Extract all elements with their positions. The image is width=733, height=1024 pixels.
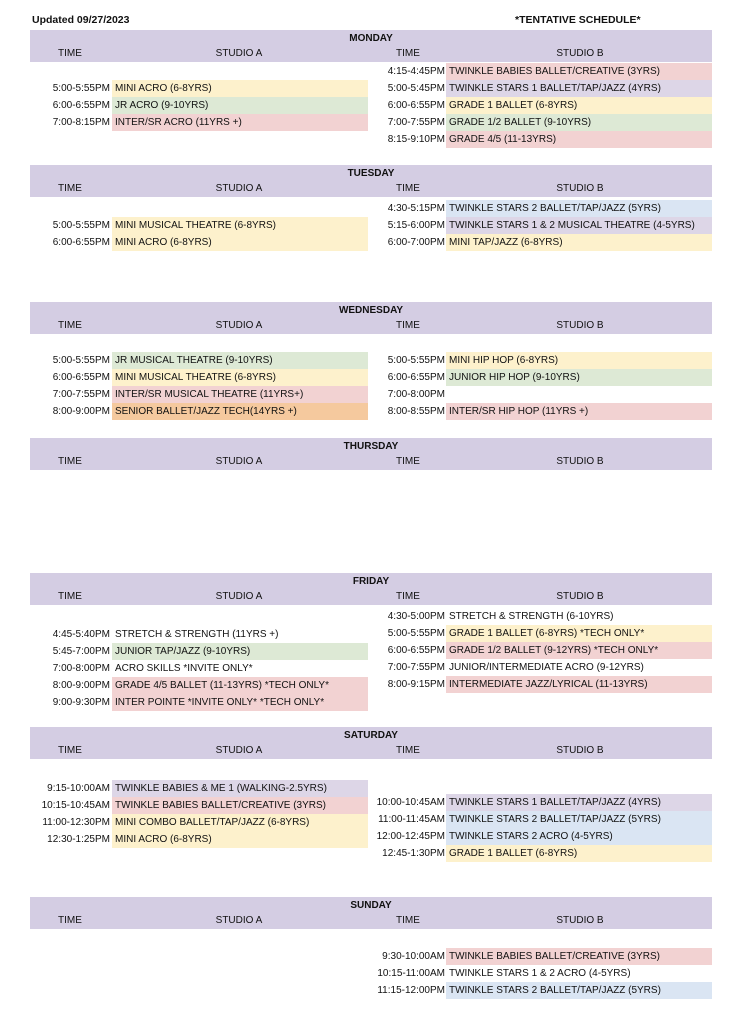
class-name: MINI MUSICAL THEATRE (6-8YRS) — [112, 369, 368, 386]
class-time: 7:00-7:55PM — [52, 389, 110, 400]
column-headers — [30, 454, 712, 470]
day-title: TUESDAY — [30, 165, 712, 181]
tentative-label: *TENTATIVE SCHEDULE* — [515, 14, 641, 26]
class-row-studio-b — [30, 403, 712, 420]
class-row-studio-b — [30, 114, 712, 131]
studio-a-header: STUDIO A — [215, 591, 263, 602]
studio-b-header: STUDIO B — [556, 745, 604, 756]
day-title: SATURDAY — [30, 727, 712, 743]
day-section-saturday — [30, 727, 712, 759]
class-row-studio-b — [30, 80, 712, 97]
time-b-header: TIME — [396, 745, 420, 756]
time-b-header: TIME — [396, 456, 420, 467]
day-title: THURSDAY — [30, 438, 712, 454]
class-name — [446, 386, 712, 403]
day-section-sunday — [30, 897, 712, 929]
class-name: INTER POINTE *INVITE ONLY* *TECH ONLY* — [112, 694, 368, 711]
day-title: SUNDAY — [30, 897, 712, 913]
class-time: 4:15-4:45PM — [387, 66, 445, 77]
time-a-header: TIME — [58, 456, 82, 467]
time-a-header: TIME — [58, 591, 82, 602]
class-name: MINI ACRO (6-8YRS) — [112, 80, 368, 97]
class-row-studio-b — [30, 642, 712, 659]
class-time: 7:00-8:00PM — [52, 663, 110, 674]
class-name: GRADE 4/5 BALLET (11-13YRS) *TECH ONLY* — [112, 677, 368, 694]
time-b-header: TIME — [396, 591, 420, 602]
class-time: 6:00-6:55PM — [387, 645, 445, 656]
class-time: 9:30-10:00AM — [382, 951, 445, 962]
class-time: 6:00-6:55PM — [52, 237, 110, 248]
class-name: GRADE 1 BALLET (6-8YRS) — [446, 97, 712, 114]
class-time: 4:45-5:40PM — [52, 629, 110, 640]
class-name: JUNIOR TAP/JAZZ (9-10YRS) — [112, 643, 368, 660]
class-time: 8:00-9:00PM — [52, 680, 110, 691]
class-name: JR MUSICAL THEATRE (9-10YRS) — [112, 352, 368, 369]
class-time: 8:15-9:10PM — [387, 134, 445, 145]
class-name: TWINKLE BABIES BALLET/CREATIVE (3YRS) — [112, 797, 368, 814]
class-time: 11:00-11:45AM — [378, 814, 445, 825]
class-row-studio-b — [30, 845, 712, 862]
class-name: MINI COMBO BALLET/TAP/JAZZ (6-8YRS) — [112, 814, 368, 831]
class-row-studio-b — [30, 948, 712, 965]
class-row-studio-b — [30, 625, 712, 642]
class-time: 6:00-7:00PM — [387, 237, 445, 248]
class-name: INTER/SR MUSICAL THEATRE (11YRS+) — [112, 386, 368, 403]
class-name: GRADE 1/2 BALLET (9-10YRS) — [446, 114, 712, 131]
class-time: 5:00-5:55PM — [387, 355, 445, 366]
class-name: INTERMEDIATE JAZZ/LYRICAL (11-13YRS) — [446, 676, 712, 693]
class-name: TWINKLE STARS 2 ACRO (4-5YRS) — [446, 828, 712, 845]
class-row-studio-b — [30, 676, 712, 693]
class-time: 4:30-5:00PM — [387, 611, 445, 622]
class-row-studio-b — [30, 828, 712, 845]
class-time: 8:00-9:15PM — [387, 679, 445, 690]
class-time: 6:00-6:55PM — [387, 372, 445, 383]
class-row-studio-b — [30, 352, 712, 369]
day-section-friday — [30, 573, 712, 605]
class-name: ACRO SKILLS *INVITE ONLY* — [115, 663, 253, 674]
class-time: 5:00-5:55PM — [387, 628, 445, 639]
class-name: TWINKLE STARS 1 BALLET/TAP/JAZZ (4YRS) — [446, 794, 712, 811]
class-name: INTER/SR ACRO (11YRS +) — [112, 114, 368, 131]
studio-a-header: STUDIO A — [215, 183, 263, 194]
day-section-thursday — [30, 438, 712, 470]
class-name: TWINKLE BABIES & ME 1 (WALKING-2.5YRS) — [112, 780, 368, 797]
class-name: TWINKLE STARS 2 BALLET/TAP/JAZZ (5YRS) — [446, 200, 712, 217]
class-row-studio-b — [30, 811, 712, 828]
class-name: GRADE 1 BALLET (6-8YRS) *TECH ONLY* — [446, 625, 712, 642]
class-time: 10:00-10:45AM — [376, 797, 445, 808]
class-name: STRETCH & STRENGTH (6-10YRS) — [449, 611, 614, 622]
class-name: MINI ACRO (6-8YRS) — [112, 831, 368, 848]
class-name: TWINKLE STARS 1 BALLET/TAP/JAZZ (4YRS) — [446, 80, 712, 97]
class-name: JUNIOR HIP HOP (9-10YRS) — [446, 369, 712, 386]
class-time: 5:00-5:55PM — [52, 355, 110, 366]
time-b-header: TIME — [396, 48, 420, 59]
class-name: GRADE 1 BALLET (6-8YRS) — [446, 845, 712, 862]
class-name: MINI ACRO (6-8YRS) — [112, 234, 368, 251]
class-name: MINI HIP HOP (6-8YRS) — [446, 352, 712, 369]
time-a-header: TIME — [58, 320, 82, 331]
day-section-monday — [30, 30, 712, 62]
class-name: INTER/SR HIP HOP (11YRS +) — [446, 403, 712, 420]
class-row-studio-b — [30, 63, 712, 80]
class-time: 8:00-8:55PM — [387, 406, 445, 417]
updated-date: Updated 09/27/2023 — [32, 14, 130, 26]
class-time: 5:00-5:45PM — [387, 83, 445, 94]
day-section-tuesday — [30, 165, 712, 197]
time-a-header: TIME — [58, 745, 82, 756]
class-name: SENIOR BALLET/JAZZ TECH(14YRS +) — [112, 403, 368, 420]
class-row-studio-b — [30, 386, 712, 403]
class-name: TWINKLE BABIES BALLET/CREATIVE (3YRS) — [446, 948, 712, 965]
studio-a-header: STUDIO A — [215, 456, 263, 467]
time-a-header: TIME — [58, 915, 82, 926]
studio-b-header: STUDIO B — [556, 915, 604, 926]
class-name: TWINKLE STARS 1 & 2 ACRO (4-5YRS) — [449, 968, 631, 979]
class-name: JR ACRO (9-10YRS) — [112, 97, 368, 114]
class-time: 6:00-6:55PM — [387, 100, 445, 111]
column-headers — [30, 181, 712, 197]
time-b-header: TIME — [396, 320, 420, 331]
class-row-studio-b — [30, 982, 712, 999]
class-time: 5:45-7:00PM — [52, 646, 110, 657]
class-row-studio-b — [30, 217, 712, 234]
column-headers — [30, 589, 712, 605]
studio-b-header: STUDIO B — [556, 320, 604, 331]
time-b-header: TIME — [396, 915, 420, 926]
class-time: 12:00-12:45PM — [376, 831, 445, 842]
class-time: 5:00-5:55PM — [52, 220, 110, 231]
class-time: 11:15-12:00PM — [377, 985, 445, 996]
class-time: 5:15-6:00PM — [387, 220, 445, 231]
time-b-header: TIME — [396, 183, 420, 194]
class-name: MINI MUSICAL THEATRE (6-8YRS) — [112, 217, 368, 234]
time-a-header: TIME — [58, 48, 82, 59]
class-time: 7:00-8:15PM — [52, 117, 110, 128]
studio-b-header: STUDIO B — [556, 591, 604, 602]
class-time: 6:00-6:55PM — [52, 372, 110, 383]
class-row-studio-b — [30, 369, 712, 386]
time-a-header: TIME — [58, 183, 82, 194]
class-time: 8:00-9:00PM — [52, 406, 110, 417]
class-row-studio-b — [30, 234, 712, 251]
class-time: 4:30-5:15PM — [387, 203, 445, 214]
day-title: MONDAY — [30, 30, 712, 46]
class-time: 9:00-9:30PM — [52, 697, 110, 708]
class-name: TWINKLE BABIES BALLET/CREATIVE (3YRS) — [446, 63, 712, 80]
studio-b-header: STUDIO B — [556, 183, 604, 194]
day-title: FRIDAY — [30, 573, 712, 589]
class-row-studio-b — [30, 794, 712, 811]
studio-b-header: STUDIO B — [556, 456, 604, 467]
class-time: 6:00-6:55PM — [52, 100, 110, 111]
class-time: 7:00-7:55PM — [387, 662, 445, 673]
day-title: WEDNESDAY — [30, 302, 712, 318]
class-name: GRADE 4/5 (11-13YRS) — [446, 131, 712, 148]
class-time: 11:00-12:30PM — [42, 817, 110, 828]
class-time: 5:00-5:55PM — [52, 83, 110, 94]
class-name: JUNIOR/INTERMEDIATE ACRO (9-12YRS) — [449, 662, 644, 673]
class-row-studio-a — [30, 694, 712, 711]
class-row-studio-b — [30, 131, 712, 148]
day-section-wednesday — [30, 302, 712, 334]
class-name: MINI TAP/JAZZ (6-8YRS) — [446, 234, 712, 251]
class-row-studio-b — [30, 659, 712, 676]
class-time: 12:30-1:25PM — [47, 834, 110, 845]
class-name: TWINKLE STARS 2 BALLET/TAP/JAZZ (5YRS) — [446, 811, 712, 828]
studio-a-header: STUDIO A — [215, 320, 263, 331]
class-name: GRADE 1/2 BALLET (9-12YRS) *TECH ONLY* — [446, 642, 712, 659]
class-row-studio-b — [30, 608, 712, 625]
column-headers — [30, 46, 712, 62]
class-row-studio-b — [30, 97, 712, 114]
class-name: TWINKLE STARS 1 & 2 MUSICAL THEATRE (4-5YRS) — [446, 217, 712, 234]
class-row-studio-b — [30, 965, 712, 982]
studio-b-header: STUDIO B — [556, 48, 604, 59]
column-headers — [30, 743, 712, 759]
studio-a-header: STUDIO A — [215, 915, 263, 926]
class-name: TWINKLE STARS 2 BALLET/TAP/JAZZ (5YRS) — [446, 982, 712, 999]
column-headers — [30, 913, 712, 929]
class-time: 10:15-10:45AM — [41, 800, 110, 811]
studio-a-header: STUDIO A — [215, 745, 263, 756]
class-name: STRETCH & STRENGTH (11YRS +) — [115, 629, 279, 640]
class-time: 12:45-1:30PM — [382, 848, 445, 859]
class-time: 7:00-7:55PM — [387, 117, 445, 128]
class-row-studio-b — [30, 200, 712, 217]
studio-a-header: STUDIO A — [215, 48, 263, 59]
class-time: 7:00-8:00PM — [387, 389, 445, 400]
class-time: 10:15-11:00AM — [377, 968, 445, 979]
class-time: 9:15-10:00AM — [47, 783, 110, 794]
column-headers — [30, 318, 712, 334]
